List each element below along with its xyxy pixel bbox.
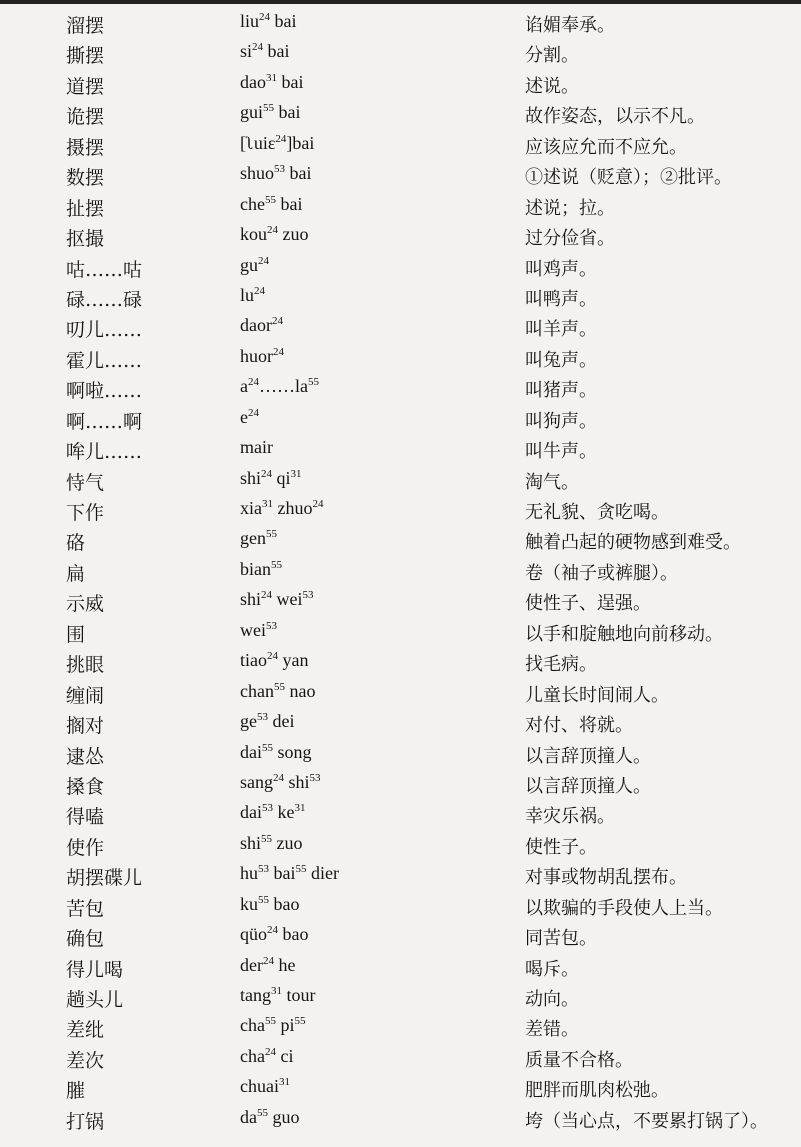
top-border-rule <box>0 0 801 4</box>
dialect-word: 差纰 <box>66 1019 105 1042</box>
pronunciation-syllable: e <box>240 406 248 427</box>
pronunciation-syllable: dai <box>240 741 262 762</box>
definition: 叫牛声。 <box>525 441 597 463</box>
pronunciation-syllable: ke <box>273 802 295 823</box>
definition: 分割。 <box>525 45 579 67</box>
glossary-row <box>0 250 801 280</box>
tone-number: 24 <box>258 254 269 267</box>
dialect-word: 苦包 <box>66 897 105 920</box>
dialect-word: 哞儿…… <box>66 441 143 464</box>
pronunciation-syllable: a <box>240 376 248 397</box>
tone-number: 24 <box>261 589 273 602</box>
definition: 叫兔声。 <box>525 349 597 371</box>
pronunciation-syllable: bai <box>275 193 303 214</box>
definition: 质量不合格。 <box>525 1049 633 1071</box>
pronunciation <box>240 102 301 123</box>
tone-number: 53 <box>258 863 269 876</box>
glossary-row <box>0 615 801 645</box>
dialect-word: 缠闹 <box>66 684 105 707</box>
pronunciation <box>240 985 316 1006</box>
dialect-word: 围 <box>66 623 86 646</box>
glossary-row <box>0 6 801 36</box>
glossary-row <box>0 493 801 523</box>
pronunciation-syllable: tang <box>240 985 271 1005</box>
glossary-row <box>0 858 801 888</box>
definition: 差错。 <box>525 1019 579 1041</box>
pronunciation <box>240 194 302 215</box>
pronunciation-syllable: wei <box>240 619 266 640</box>
pronunciation-syllable: wei <box>272 589 303 610</box>
pronunciation <box>240 285 265 306</box>
definition: 淘气。 <box>525 471 579 493</box>
pronunciation <box>240 772 321 793</box>
pronunciation <box>240 650 309 671</box>
pronunciation <box>240 711 295 732</box>
dialect-word: 硌 <box>66 532 86 555</box>
tone-number: 55 <box>262 741 273 754</box>
dialect-word: 膗 <box>66 1080 86 1103</box>
dialect-word: 撕摆 <box>66 45 105 68</box>
tone-number: 55 <box>264 1015 276 1028</box>
tone-number: 55 <box>257 1106 268 1119</box>
pronunciation-syllable: zuo <box>272 832 303 853</box>
pronunciation-syllable: ku <box>240 893 258 914</box>
pronunciation-syllable: zhuo <box>273 498 313 518</box>
pronunciation <box>240 1046 293 1067</box>
definition: 使性子、逞强。 <box>525 593 651 615</box>
tone-number: 55 <box>271 558 282 571</box>
pronunciation-syllable: guo <box>268 1106 300 1127</box>
glossary-row <box>0 1041 801 1071</box>
tone-number: 31 <box>294 802 306 815</box>
pronunciation-syllable: qüo <box>240 924 267 945</box>
definition: 以言辞顶撞人。 <box>525 775 651 797</box>
dialect-word: 道摆 <box>66 75 105 98</box>
dialect-word: 差次 <box>66 1049 105 1072</box>
pronunciation <box>240 863 339 884</box>
pronunciation-syllable: pi <box>275 1015 295 1036</box>
definition: 对事或物胡乱摆布。 <box>525 867 687 889</box>
glossary-row <box>0 432 801 462</box>
pronunciation-syllable: bai <box>269 863 296 884</box>
dialect-word: 扁 <box>66 562 86 585</box>
glossary-row <box>0 67 801 97</box>
pronunciation <box>240 468 302 489</box>
pronunciation-syllable: che <box>240 193 265 214</box>
tone-number: 31 <box>290 467 302 480</box>
pronunciation <box>240 528 277 549</box>
pronunciation-syllable: dai <box>240 802 262 823</box>
dialect-word: 咕……咕 <box>66 258 143 281</box>
definition: 叫狗声。 <box>525 410 597 432</box>
pronunciation-syllable: mair <box>240 437 273 458</box>
pronunciation <box>240 1076 290 1097</box>
definition: 触着凸起的硬物感到难受。 <box>525 532 741 554</box>
pronunciation <box>240 11 297 32</box>
glossary-row <box>0 706 801 736</box>
pronunciation-syllable: gu <box>240 254 258 275</box>
glossary-row <box>0 97 801 127</box>
pronunciation-syllable: chuai <box>240 1076 279 1097</box>
pronunciation-syllable: da <box>240 1106 257 1127</box>
glossary-row <box>0 158 801 188</box>
pronunciation-syllable: bao <box>269 893 300 914</box>
pronunciation-syllable: shi <box>284 771 310 792</box>
tone-number: 53 <box>302 589 314 602</box>
dialect-word: 抠撮 <box>66 228 105 251</box>
dialect-word: 打锅 <box>66 1110 105 1133</box>
pronunciation-syllable: shi <box>240 832 262 853</box>
pronunciation-syllable: tiao <box>240 650 267 671</box>
glossary-row <box>0 189 801 219</box>
dialect-word: 扯摆 <box>66 197 105 220</box>
pronunciation <box>240 559 282 580</box>
definition: 无礼貌、贪吃喝。 <box>525 502 669 523</box>
tone-number: 31 <box>262 498 273 510</box>
pronunciation <box>240 498 324 519</box>
dialect-word: 恃气 <box>66 471 105 494</box>
definition: 对付、将就。 <box>525 715 633 737</box>
pronunciation <box>240 894 300 915</box>
definition: 叫羊声。 <box>525 319 597 341</box>
tone-number: 24 <box>259 11 271 23</box>
tone-number: 24 <box>271 315 283 328</box>
glossary-row <box>0 889 801 919</box>
pronunciation-syllable: shi <box>240 589 262 610</box>
dialect-word: 得儿喝 <box>66 958 124 981</box>
tone-number: 24 <box>267 924 278 937</box>
tone-number: 55 <box>294 1015 306 1028</box>
dialect-word: 使作 <box>66 836 105 859</box>
glossary-row <box>0 523 801 553</box>
tone-number: 24 <box>252 41 264 54</box>
definition: 肥胖而肌肉松弛。 <box>525 1080 669 1102</box>
pronunciation <box>240 955 295 976</box>
dialect-word: 逮怂 <box>66 745 105 768</box>
definition: 叫鸭声。 <box>525 288 597 310</box>
pronunciation-syllable: qi <box>272 467 291 488</box>
tone-number: 55 <box>295 863 307 876</box>
glossary-row <box>0 767 801 797</box>
tone-number: 31 <box>278 1076 290 1089</box>
definition: ①述说（贬意）；②批评。 <box>525 167 732 189</box>
pronunciation <box>240 255 269 276</box>
pronunciation <box>240 41 290 62</box>
dialect-word: 示威 <box>66 593 105 616</box>
pronunciation <box>240 315 283 336</box>
pronunciation-syllable: nao <box>284 680 316 701</box>
definition: 儿童长时间闹人。 <box>525 684 669 706</box>
definition: 使性子。 <box>525 836 597 858</box>
glossary-row <box>0 676 801 706</box>
tone-number: 31 <box>271 985 282 997</box>
tone-number: 24 <box>312 498 324 510</box>
definition: 同苦包。 <box>525 928 597 950</box>
glossary-row <box>0 341 801 371</box>
glossary-row <box>0 463 801 493</box>
glossary-row <box>0 980 801 1010</box>
glossary-row <box>0 402 801 432</box>
pronunciation-syllable: si <box>240 41 253 62</box>
pronunciation-syllable: he <box>273 954 296 975</box>
pronunciation-syllable: xia <box>240 498 262 518</box>
tone-number: 24 <box>267 224 278 237</box>
dialect-word: 胡摆碟儿 <box>66 867 143 890</box>
definition: 述说。 <box>525 75 579 97</box>
pronunciation-syllable: shi <box>240 467 262 488</box>
definition: 动向。 <box>525 989 579 1010</box>
pronunciation <box>240 163 312 184</box>
glossary-row <box>0 128 801 158</box>
dialect-word: 数摆 <box>66 167 105 190</box>
definition: 述说；拉。 <box>525 197 615 219</box>
definition: 应该应允而不应允。 <box>525 136 687 158</box>
tone-number: 24 <box>254 284 266 297</box>
pronunciation <box>240 133 314 154</box>
dialect-word: 挑眼 <box>66 654 105 677</box>
pronunciation-syllable: chan <box>240 680 274 701</box>
tone-number: 24 <box>275 132 287 145</box>
tone-number: 24 <box>267 650 278 663</box>
tone-number: 55 <box>308 376 319 389</box>
glossary-row <box>0 737 801 767</box>
dialect-word: 得嗑 <box>66 806 105 829</box>
pronunciation <box>240 924 309 945</box>
pronunciation <box>240 1107 300 1128</box>
definition: 谄媚奉承。 <box>525 15 615 36</box>
glossary-row <box>0 797 801 827</box>
glossary-row <box>0 828 801 858</box>
definition: 喝斥。 <box>525 958 579 980</box>
pronunciation-syllable: ]bai <box>286 132 315 153</box>
pronunciation-syllable: gui <box>240 102 264 123</box>
definition: 故作姿态，以示不凡。 <box>525 106 705 128</box>
pronunciation-syllable: bai <box>277 71 304 92</box>
tone-number: 24 <box>248 406 259 419</box>
pronunciation-syllable: bai <box>285 163 312 184</box>
dialect-word: 确包 <box>66 928 105 951</box>
pronunciation <box>240 833 303 854</box>
pronunciation <box>240 681 315 702</box>
definition: 叫鸡声。 <box>525 258 597 280</box>
tone-number: 53 <box>309 771 321 784</box>
pronunciation-syllable: dei <box>268 711 295 732</box>
dialect-word: 啊……啊 <box>66 410 143 433</box>
pronunciation <box>240 346 284 367</box>
glossary-row <box>0 645 801 675</box>
tone-number: 55 <box>266 528 277 541</box>
tone-number: 53 <box>262 802 273 815</box>
pronunciation <box>240 620 277 641</box>
glossary-row <box>0 919 801 949</box>
tone-number: 24 <box>248 376 259 389</box>
pronunciation-syllable: ……la <box>259 376 308 397</box>
dialect-word: 诡摆 <box>66 106 105 129</box>
tone-number: 53 <box>257 711 268 724</box>
pronunciation-syllable: kou <box>240 224 267 245</box>
pronunciation-syllable: dao <box>240 71 266 92</box>
dialect-word: 搡食 <box>66 775 105 798</box>
glossary-list <box>0 6 801 1132</box>
pronunciation-syllable: cha <box>240 1015 265 1036</box>
definition: 过分俭省。 <box>525 228 615 250</box>
pronunciation-syllable: gen <box>240 528 266 549</box>
pronunciation-syllable: yan <box>278 650 309 671</box>
pronunciation-syllable: bian <box>240 558 271 579</box>
pronunciation <box>240 589 314 610</box>
definition: 找毛病。 <box>525 654 597 676</box>
glossary-row <box>0 310 801 340</box>
definition: 以手和腚触地向前移动。 <box>525 623 723 645</box>
pronunciation-syllable: dier <box>306 863 339 884</box>
glossary-row <box>0 554 801 584</box>
glossary-row <box>0 371 801 401</box>
tone-number: 55 <box>273 680 285 693</box>
pronunciation <box>240 72 304 93</box>
pronunciation <box>240 224 309 245</box>
pronunciation-syllable: bai <box>274 102 301 123</box>
dialect-word: 下作 <box>66 502 105 524</box>
tone-number: 55 <box>263 102 275 115</box>
glossary-row <box>0 219 801 249</box>
pronunciation-syllable: zuo <box>278 224 309 245</box>
pronunciation-syllable: lu <box>240 284 255 305</box>
pronunciation <box>240 1015 306 1036</box>
glossary-row <box>0 36 801 66</box>
pronunciation-syllable: daor <box>240 315 272 336</box>
tone-number: 55 <box>258 893 269 906</box>
pronunciation-syllable: [ʅuiɛ <box>240 132 276 153</box>
pronunciation-syllable: der <box>240 954 263 975</box>
dialect-word: 叨儿…… <box>66 319 143 342</box>
dialect-word: 搁对 <box>66 715 105 738</box>
glossary-row <box>0 584 801 614</box>
pronunciation-syllable: bai <box>270 11 297 31</box>
tone-number: 24 <box>273 771 284 784</box>
tone-number: 24 <box>261 467 273 480</box>
definition: 卷（袖子或裤腿）。 <box>525 562 678 584</box>
dialect-word: 啊啦…… <box>66 380 143 403</box>
pronunciation <box>240 437 273 458</box>
tone-number: 24 <box>262 954 274 967</box>
pronunciation-syllable: ci <box>275 1045 294 1066</box>
dialect-word: 摄摆 <box>66 136 105 159</box>
tone-number: 24 <box>273 345 284 358</box>
pronunciation-syllable: cha <box>240 1045 265 1066</box>
pronunciation-syllable: sang <box>240 771 273 792</box>
tone-number: 55 <box>264 193 276 206</box>
dialect-word: 趟头儿 <box>66 989 124 1011</box>
tone-number: 53 <box>266 619 277 632</box>
glossary-row <box>0 280 801 310</box>
dialect-word: 霍儿…… <box>66 349 143 372</box>
pronunciation-syllable: ge <box>240 711 257 732</box>
pronunciation-syllable: tour <box>282 985 316 1005</box>
pronunciation <box>240 742 312 763</box>
pronunciation-syllable: liu <box>240 11 260 31</box>
glossary-row <box>0 1010 801 1040</box>
glossary-row <box>0 950 801 980</box>
definition: 垮（当心点，不要累打锅了）。 <box>525 1110 768 1132</box>
tone-number: 53 <box>274 163 286 176</box>
tone-number: 31 <box>266 71 277 84</box>
pronunciation-syllable: hu <box>240 863 258 884</box>
pronunciation <box>240 802 306 823</box>
tone-number: 55 <box>261 832 273 845</box>
pronunciation-syllable: song <box>273 741 312 762</box>
dialect-word: 溜摆 <box>66 15 105 37</box>
definition: 以言辞顶撞人。 <box>525 745 651 767</box>
pronunciation <box>240 407 259 428</box>
pronunciation-syllable: bao <box>278 924 309 945</box>
definition: 以欺骗的手段使人上当。 <box>525 897 723 919</box>
definition: 幸灾乐祸。 <box>525 806 615 828</box>
pronunciation <box>240 376 319 397</box>
pronunciation-syllable: bai <box>263 41 290 62</box>
definition: 叫猪声。 <box>525 380 597 402</box>
tone-number: 24 <box>264 1045 276 1058</box>
pronunciation-syllable: huor <box>240 345 273 366</box>
glossary-row <box>0 1071 801 1101</box>
pronunciation-syllable: shuo <box>240 163 275 184</box>
glossary-row <box>0 1102 801 1132</box>
dialect-word: 碌……碌 <box>66 288 143 311</box>
